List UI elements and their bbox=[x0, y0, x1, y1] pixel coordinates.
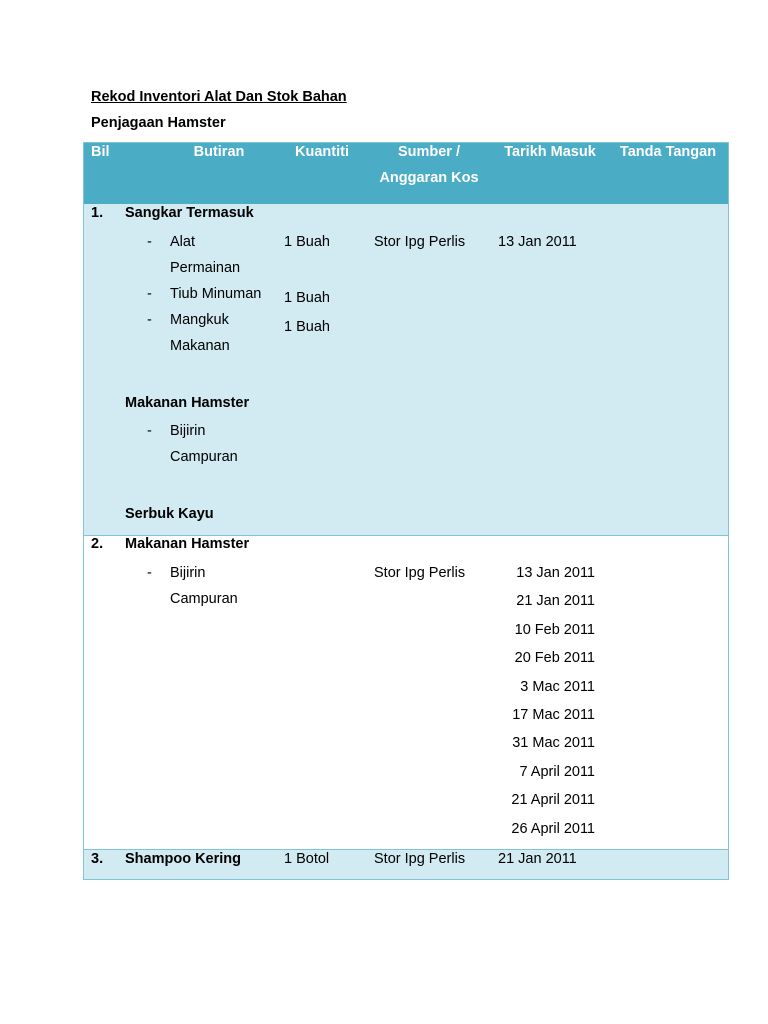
item-quantity: 1 Buah bbox=[284, 290, 330, 306]
item-source: Stor Ipg Perlis bbox=[374, 234, 466, 250]
item-name: Mangkuk bbox=[170, 312, 229, 328]
list-dash: - bbox=[147, 286, 152, 302]
header-tarikh-masuk: Tarikh Masuk bbox=[504, 144, 596, 160]
header-kuantiti: Kuantiti bbox=[295, 144, 349, 160]
row-2-bil: 2. bbox=[91, 536, 104, 552]
item-quantity: 1 Buah bbox=[284, 234, 330, 250]
inventory-table bbox=[83, 142, 729, 880]
item-source: Stor Ipg Perlis bbox=[374, 565, 466, 581]
header-bil: Bil bbox=[91, 144, 110, 160]
header-sumber-line2: Anggaran Kos bbox=[379, 170, 479, 186]
item-name: Bijirin bbox=[170, 423, 206, 439]
list-dash: - bbox=[147, 312, 152, 328]
item-name: Tiub Minuman bbox=[170, 286, 262, 302]
item-source: Stor Ipg Perlis bbox=[374, 851, 466, 867]
list-dash: - bbox=[147, 423, 152, 439]
date-entry: 7 April 2011 bbox=[519, 763, 595, 780]
date-entry: 21 April 2011 bbox=[511, 792, 595, 809]
document-subtitle: Penjagaan Hamster bbox=[91, 115, 226, 131]
item-quantity: 1 Buah bbox=[284, 319, 330, 335]
header-tanda-tangan: Tanda Tangan bbox=[619, 144, 717, 160]
item-quantity: 1 Botol bbox=[284, 851, 330, 867]
list-dash: - bbox=[147, 565, 152, 581]
date-entry: 17 Mac 2011 bbox=[512, 706, 595, 723]
row-1-heading: Sangkar Termasuk bbox=[125, 205, 254, 221]
item-name-line2: Campuran bbox=[170, 591, 238, 607]
date-entry: 13 Jan 2011 bbox=[516, 565, 595, 581]
date-list bbox=[503, 564, 595, 848]
date-entry: 31 Mac 2011 bbox=[512, 735, 595, 752]
item-name-line2: Permainan bbox=[170, 260, 241, 276]
row-2-heading: Makanan Hamster bbox=[125, 536, 250, 552]
item-date: 21 Jan 2011 bbox=[498, 851, 577, 867]
list-dash: - bbox=[147, 234, 152, 250]
date-entry: 21 Jan 2011 bbox=[516, 593, 595, 610]
date-entry: 10 Feb 2011 bbox=[514, 621, 595, 638]
item-name-line2: Campuran bbox=[170, 449, 238, 465]
header-sumber: Sumber / bbox=[397, 144, 461, 160]
date-entry: 26 April 2011 bbox=[511, 820, 595, 837]
date-entry: 3 Mac 2011 bbox=[520, 678, 595, 695]
section-heading: Makanan Hamster bbox=[125, 395, 250, 411]
document-title: Rekod Inventori Alat Dan Stok Bahan bbox=[91, 89, 347, 105]
item-date: 13 Jan 2011 bbox=[498, 234, 577, 250]
section-heading: Serbuk Kayu bbox=[125, 506, 214, 522]
row-3-heading: Shampoo Kering bbox=[125, 851, 242, 867]
item-name: Bijirin bbox=[170, 565, 206, 581]
header-butiran: Butiran bbox=[193, 144, 245, 160]
row-3-bil: 3. bbox=[91, 851, 104, 867]
item-name: Alat bbox=[170, 234, 195, 250]
item-name-line2: Makanan bbox=[170, 338, 230, 354]
row-1-bil: 1. bbox=[91, 205, 104, 221]
date-entry: 20 Feb 2011 bbox=[514, 650, 595, 667]
